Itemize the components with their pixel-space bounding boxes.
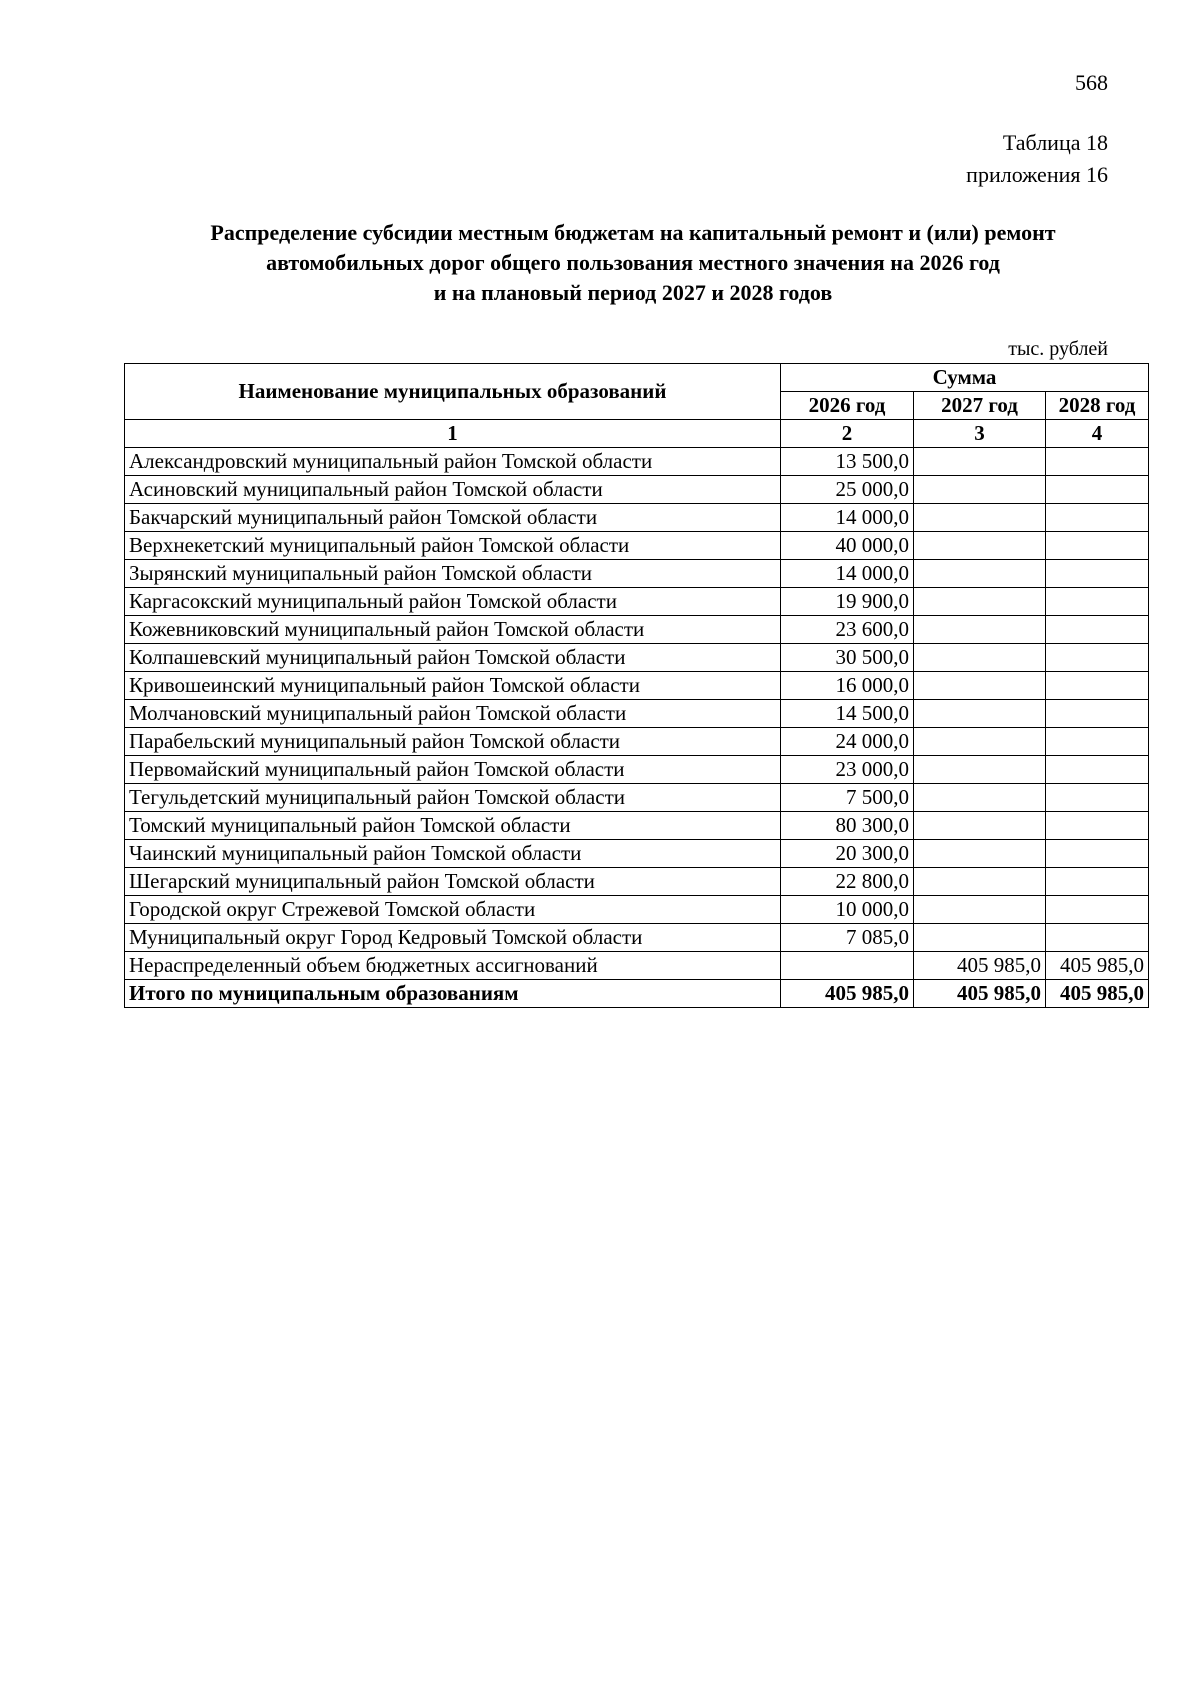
row-value-2026: 7 085,0 [781,924,914,952]
row-value-2028 [1046,868,1149,896]
row-value-2026: 10 000,0 [781,896,914,924]
row-name: Колпашевский муниципальный район Томской области [125,644,781,672]
total-2028: 405 985,0 [1046,980,1149,1008]
row-value-2028 [1046,756,1149,784]
table-reference-line-1: Таблица 18 [1002,130,1108,155]
row-value-2027 [914,728,1046,756]
row-value-2026: 19 900,0 [781,588,914,616]
column-number-4: 4 [1046,420,1149,448]
header-year-2026: 2026 год [781,392,914,420]
row-name: Первомайский муниципальный район Томской области [125,756,781,784]
row-value-2027 [914,672,1046,700]
row-value-2027 [914,448,1046,476]
row-value-2026: 23 600,0 [781,616,914,644]
header-year-2027: 2027 год [914,392,1046,420]
row-value-2026 [781,952,914,980]
row-name: Тегульдетский муниципальный район Томской области [125,784,781,812]
row-value-2028 [1046,812,1149,840]
row-value-2027 [914,868,1046,896]
row-value-2027 [914,700,1046,728]
row-value-2028 [1046,728,1149,756]
table-row [125,532,1149,560]
table-row [125,784,1149,812]
total-2026: 405 985,0 [781,980,914,1008]
row-name: Парабельский муниципальный район Томской области [125,728,781,756]
table-row [125,924,1149,952]
row-value-2028: 405 985,0 [1046,952,1149,980]
row-value-2027: 405 985,0 [914,952,1046,980]
header-year-2028: 2028 год [1046,392,1149,420]
row-value-2028 [1046,840,1149,868]
row-value-2026: 14 000,0 [781,504,914,532]
row-value-2026: 7 500,0 [781,784,914,812]
row-value-2026: 30 500,0 [781,644,914,672]
row-value-2026: 14 500,0 [781,700,914,728]
total-row [125,980,1149,1008]
table-row [125,756,1149,784]
row-name: Городской округ Стрежевой Томской области [125,896,781,924]
row-value-2027 [914,812,1046,840]
row-value-2028 [1046,476,1149,504]
row-name: Кожевниковский муниципальный район Томской области [125,616,781,644]
row-value-2027 [914,756,1046,784]
row-value-2027 [914,644,1046,672]
row-name: Александровский муниципальный район Томской области [125,448,781,476]
table-row [125,504,1149,532]
total-2027: 405 985,0 [914,980,1046,1008]
table-row [125,672,1149,700]
row-value-2026: 13 500,0 [781,448,914,476]
row-name: Нераспределенный объем бюджетных ассигнований [125,952,781,980]
table-row [125,616,1149,644]
row-value-2027 [914,784,1046,812]
row-value-2028 [1046,924,1149,952]
table-row [125,868,1149,896]
document-title [118,218,1148,308]
header-sum: Сумма [781,364,1149,392]
row-name: Асиновский муниципальный район Томской области [125,476,781,504]
row-value-2027 [914,504,1046,532]
row-value-2027 [914,896,1046,924]
table-reference [966,127,1108,191]
row-value-2027 [914,476,1046,504]
unit-label: тыс. рублей [1008,338,1108,360]
row-value-2026: 25 000,0 [781,476,914,504]
header-name: Наименование муниципальных образований [125,364,781,420]
column-number-1: 1 [125,420,781,448]
row-value-2028 [1046,616,1149,644]
row-value-2028 [1046,448,1149,476]
column-number-2: 2 [781,420,914,448]
row-value-2027 [914,588,1046,616]
row-value-2027 [914,924,1046,952]
table-row [125,476,1149,504]
table-row [125,644,1149,672]
row-name: Шегарский муниципальный район Томской области [125,868,781,896]
table-row [125,588,1149,616]
row-value-2026: 23 000,0 [781,756,914,784]
column-numbers-row [125,420,1149,448]
row-name: Верхнекетский муниципальный район Томской области [125,532,781,560]
row-value-2027 [914,616,1046,644]
table-row [125,812,1149,840]
row-value-2027 [914,560,1046,588]
row-value-2026: 14 000,0 [781,560,914,588]
table-row [125,448,1149,476]
row-value-2026: 40 000,0 [781,532,914,560]
table-row [125,700,1149,728]
row-value-2027 [914,532,1046,560]
table-row [125,560,1149,588]
row-name: Муниципальный округ Город Кедровый Томской области [125,924,781,952]
document-title-line-2: автомобильных дорог общего пользования местного значения на 2026 год [266,250,1000,275]
row-name: Чаинский муниципальный район Томской области [125,840,781,868]
row-value-2026: 16 000,0 [781,672,914,700]
total-name: Итого по муниципальным образованиям [125,980,781,1008]
row-value-2026: 20 300,0 [781,840,914,868]
row-value-2028 [1046,784,1149,812]
row-name: Томский муниципальный район Томской области [125,812,781,840]
table-reference-line-2: приложения 16 [966,162,1108,187]
row-value-2026: 24 000,0 [781,728,914,756]
page-number: 568 [1075,70,1108,95]
row-name: Бакчарский муниципальный район Томской области [125,504,781,532]
row-value-2028 [1046,700,1149,728]
row-value-2028 [1046,588,1149,616]
row-value-2028 [1046,672,1149,700]
row-name: Каргасокский муниципальный район Томской области [125,588,781,616]
header-row [125,364,1149,392]
table-body [125,448,1149,980]
row-value-2026: 80 300,0 [781,812,914,840]
row-value-2028 [1046,560,1149,588]
table-row [125,728,1149,756]
row-name: Молчановский муниципальный район Томской области [125,700,781,728]
row-value-2027 [914,840,1046,868]
table-row [125,952,1149,980]
row-value-2028 [1046,896,1149,924]
row-value-2026: 22 800,0 [781,868,914,896]
document-title-line-3: и на плановый период 2027 и 2028 годов [433,280,833,305]
table-row [125,840,1149,868]
document-title-line-1: Распределение субсидии местным бюджетам на капитальный ремонт и (или) ремонт [210,220,1056,245]
row-name: Кривошеинский муниципальный район Томской области [125,672,781,700]
row-value-2028 [1046,644,1149,672]
row-value-2028 [1046,532,1149,560]
subsidy-table [124,363,1149,1008]
table-row [125,896,1149,924]
column-number-3: 3 [914,420,1046,448]
row-name: Зырянский муниципальный район Томской области [125,560,781,588]
row-value-2028 [1046,504,1149,532]
